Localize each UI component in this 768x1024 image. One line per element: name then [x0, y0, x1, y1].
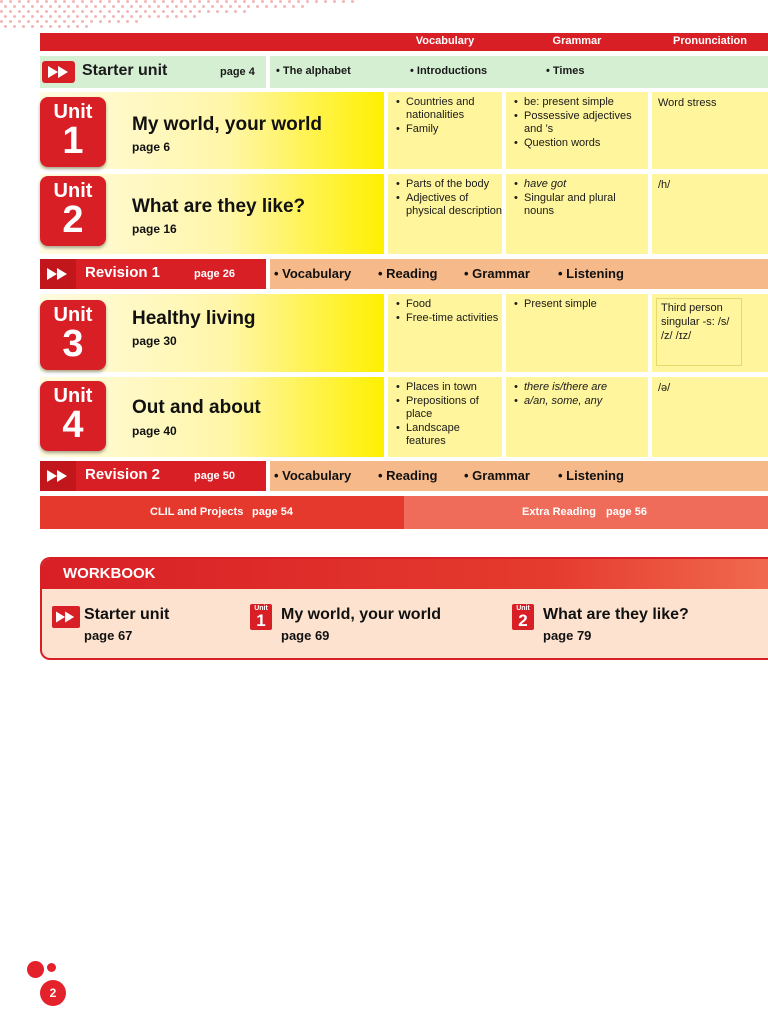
pattern-dot — [301, 5, 304, 8]
pattern-dot — [157, 15, 160, 18]
pattern-dot — [139, 5, 142, 8]
list-item: • Countries and nationalities — [396, 96, 502, 122]
unit-1-pronunciation — [652, 92, 768, 169]
pattern-dot — [153, 0, 156, 3]
pattern-dot — [9, 0, 12, 3]
pattern-dot — [58, 25, 61, 28]
pattern-dot — [4, 15, 7, 18]
unit-badge-number: 4 — [62, 404, 84, 446]
pattern-dot — [40, 25, 43, 28]
pattern-dot — [18, 0, 21, 3]
revision-1-title: Revision 1 — [85, 264, 161, 281]
pattern-dot — [135, 10, 138, 13]
pattern-dot — [45, 20, 48, 23]
pattern-dot — [121, 5, 124, 8]
revision-topic: • Grammar — [464, 266, 530, 281]
starter-topics — [270, 56, 768, 88]
starter-unit-page: page 4 — [220, 66, 255, 78]
pattern-dot — [279, 0, 282, 3]
starter-topic-alphabet: • The alphabet — [276, 65, 351, 77]
pattern-dot — [225, 0, 228, 3]
unit-4-badge — [40, 381, 106, 451]
list-item: • Family — [396, 123, 502, 136]
pattern-dot — [13, 5, 16, 8]
pattern-dot — [171, 10, 174, 13]
list-item: • Landscape features — [396, 422, 502, 448]
unit-badge-number: 3 — [62, 323, 84, 365]
pattern-dot — [207, 0, 210, 3]
pattern-dot — [256, 5, 259, 8]
unit-2-badge — [40, 176, 106, 246]
pattern-dot — [63, 10, 66, 13]
list-item: • Present simple — [514, 298, 597, 311]
pattern-dot — [153, 10, 156, 13]
list-item: • Possessive adjectives and ’s — [514, 110, 648, 136]
pattern-dot — [31, 5, 34, 8]
workbook-starter-page: page 67 — [84, 628, 133, 643]
revision-2-topics — [270, 461, 768, 491]
pattern-dot — [229, 5, 232, 8]
pattern-dot — [126, 0, 129, 3]
pattern-dot — [162, 0, 165, 3]
starter-topic-times: • Times — [546, 65, 585, 77]
unit-3-row[interactable] — [40, 294, 768, 372]
pattern-dot — [36, 0, 39, 3]
unit-badge-number: 1 — [256, 611, 266, 630]
pattern-dot — [45, 10, 48, 13]
pattern-dot — [148, 15, 151, 18]
pattern-dot — [121, 15, 124, 18]
unit-1-badge — [40, 97, 106, 167]
pattern-dot — [247, 5, 250, 8]
pattern-dot — [130, 5, 133, 8]
unit-badge-label: Unit — [53, 180, 93, 202]
unit-3-vocabulary — [388, 294, 502, 372]
unit-1-mini-badge — [250, 604, 272, 630]
pattern-dot — [36, 10, 39, 13]
list-item: • there is/there are — [514, 381, 607, 394]
workbook-unit-1-page: page 69 — [281, 628, 330, 643]
unit-badge-label: Unit — [254, 605, 268, 612]
unit-4-title-cell — [40, 377, 384, 457]
pattern-dot — [234, 0, 237, 3]
pattern-dot — [351, 0, 354, 3]
pattern-dot — [45, 0, 48, 3]
pattern-dot — [117, 20, 120, 23]
pattern-dot — [270, 0, 273, 3]
pattern-dot — [166, 5, 169, 8]
unit-2-pronunciation — [652, 174, 768, 254]
extra-reading-label: Extra Reading — [522, 506, 596, 518]
pattern-dot — [333, 0, 336, 3]
pattern-dot — [130, 15, 133, 18]
pattern-dot — [40, 5, 43, 8]
pattern-dot — [189, 0, 192, 3]
unit-4-grammar — [506, 377, 648, 457]
pattern-dot — [220, 5, 223, 8]
pattern-dot — [22, 5, 25, 8]
pattern-dot — [112, 5, 115, 8]
pattern-dot — [117, 10, 120, 13]
unit-badge-number: 1 — [62, 120, 84, 162]
starter-unit-title: Starter unit — [82, 62, 168, 79]
pattern-dot — [76, 5, 79, 8]
revision-2-cell — [40, 461, 266, 491]
unit-4-vocabulary — [388, 377, 502, 457]
unit-2-title: What are they like? — [132, 196, 306, 217]
revision-1-cell — [40, 259, 266, 289]
pattern-dot — [171, 0, 174, 3]
pattern-dot — [22, 25, 25, 28]
workbook-unit-1-title[interactable]: My world, your world — [281, 606, 442, 623]
pattern-dot — [234, 10, 237, 13]
pattern-dot — [85, 15, 88, 18]
list-item: • Free-time activities — [396, 312, 498, 325]
fast-forward-icon — [40, 461, 76, 491]
list-item: • Question words — [514, 137, 648, 150]
pattern-dot — [144, 10, 147, 13]
unit-1-row[interactable] — [40, 92, 768, 169]
pattern-dot — [189, 10, 192, 13]
pattern-dot — [139, 15, 142, 18]
fast-forward-icon — [52, 606, 80, 628]
unit-3-title-cell — [40, 294, 384, 372]
pattern-dot — [94, 5, 97, 8]
unit-2-mini-badge — [512, 604, 534, 630]
pattern-dot — [144, 0, 147, 3]
unit-4-pronunciation — [652, 377, 768, 457]
pattern-dot — [103, 5, 106, 8]
list-item: • have got — [514, 178, 648, 191]
pattern-dot — [108, 10, 111, 13]
extra-reading-bar[interactable] — [404, 496, 768, 529]
pattern-dot — [67, 25, 70, 28]
unit-2-grammar — [506, 174, 648, 254]
unit-2-title-cell — [40, 174, 384, 254]
list-item: • be: present simple — [514, 96, 648, 109]
unit-3-pronunciation — [652, 294, 768, 372]
unit-2-page: page 16 — [132, 222, 177, 236]
pattern-dot — [157, 5, 160, 8]
pattern-dot — [49, 15, 52, 18]
pronunciation-text: Third person singular -s: /s/ /z/ /ɪz/ — [656, 298, 742, 366]
pattern-dot — [63, 0, 66, 3]
pattern-dot — [76, 15, 79, 18]
pattern-dot — [108, 20, 111, 23]
pattern-dot — [40, 15, 43, 18]
pattern-dot — [261, 0, 264, 3]
clil-label: CLIL and Projects — [150, 506, 244, 518]
pattern-dot — [274, 5, 277, 8]
pattern-dot — [67, 5, 70, 8]
list-item: • a/an, some, any — [514, 395, 607, 408]
pattern-dot — [252, 0, 255, 3]
revision-topic: • Listening — [558, 468, 624, 483]
list-item: • Places in town — [396, 381, 502, 394]
pattern-dot — [202, 5, 205, 8]
pattern-dot — [54, 20, 57, 23]
pattern-dot — [238, 5, 241, 8]
pattern-dot — [49, 25, 52, 28]
pattern-dot — [315, 0, 318, 3]
pattern-dot — [0, 20, 3, 23]
workbook-unit-2-title[interactable]: What are they like? — [543, 606, 689, 623]
pattern-dot — [94, 15, 97, 18]
pronunciation-text: Word stress — [658, 97, 717, 109]
unit-4-title: Out and about — [132, 397, 261, 418]
pattern-dot — [162, 10, 165, 13]
starter-unit-cell — [40, 56, 266, 88]
unit-1-title-cell — [40, 92, 384, 169]
page-number: 2 — [49, 986, 57, 1000]
unit-badge-label: Unit — [53, 304, 93, 326]
revision-1-topics — [270, 259, 768, 289]
pattern-dot — [49, 5, 52, 8]
pattern-dot — [211, 5, 214, 8]
unit-badge-number: 2 — [62, 199, 84, 241]
workbook-panel — [40, 557, 768, 660]
pattern-dot — [81, 0, 84, 3]
pattern-dot — [0, 0, 3, 3]
unit-2-vocabulary — [388, 174, 502, 254]
pattern-dot — [198, 0, 201, 3]
pattern-dot — [283, 5, 286, 8]
pattern-dot — [99, 10, 102, 13]
pattern-dot — [297, 0, 300, 3]
fast-forward-icon — [42, 61, 75, 83]
pattern-dot — [13, 25, 16, 28]
pattern-dot — [184, 15, 187, 18]
page-number-badge — [40, 980, 66, 1006]
unit-badge-number: 2 — [518, 611, 528, 630]
pattern-dot — [324, 0, 327, 3]
pattern-dot — [126, 10, 129, 13]
decorative-dot — [27, 961, 44, 978]
pattern-dot — [216, 0, 219, 3]
revision-topic: • Vocabulary — [274, 266, 352, 281]
revision-topic: • Listening — [558, 266, 624, 281]
pattern-dot — [31, 15, 34, 18]
pattern-dot — [18, 10, 21, 13]
pattern-dot — [126, 20, 129, 23]
unit-badge-label: Unit — [516, 605, 530, 612]
pattern-dot — [180, 0, 183, 3]
column-header-bar — [40, 33, 768, 51]
workbook-title: WORKBOOK — [63, 565, 156, 582]
pattern-dot — [72, 20, 75, 23]
unit-1-page: page 6 — [132, 140, 171, 154]
pattern-dot — [31, 25, 34, 28]
pattern-dot — [193, 15, 196, 18]
revision-topic: • Reading — [378, 468, 438, 483]
pattern-dot — [36, 20, 39, 23]
pattern-dot — [108, 0, 111, 3]
unit-3-page: page 30 — [132, 334, 177, 348]
pattern-dot — [243, 0, 246, 3]
unit-4-page: page 40 — [132, 424, 177, 438]
clil-page: page 54 — [252, 506, 293, 518]
pattern-dot — [81, 10, 84, 13]
pattern-dot — [193, 5, 196, 8]
pattern-dot — [76, 25, 79, 28]
pattern-dot — [0, 10, 3, 13]
pattern-dot — [27, 20, 30, 23]
pattern-dot — [27, 10, 30, 13]
pattern-dot — [243, 10, 246, 13]
pattern-dot — [225, 10, 228, 13]
list-item: • Adjectives of physical description — [396, 192, 502, 218]
pattern-dot — [112, 15, 115, 18]
pattern-dot — [184, 5, 187, 8]
pattern-dot — [180, 10, 183, 13]
pattern-dot — [175, 5, 178, 8]
unit-4-row[interactable] — [40, 377, 768, 457]
pattern-dot — [135, 0, 138, 3]
pattern-dot — [342, 0, 345, 3]
pattern-dot — [99, 20, 102, 23]
pattern-dot — [175, 15, 178, 18]
pronunciation-text: /ə/ — [658, 382, 671, 394]
pattern-dot — [292, 5, 295, 8]
pattern-dot — [13, 15, 16, 18]
pattern-dot — [4, 5, 7, 8]
pattern-dot — [148, 5, 151, 8]
unit-badge-label: Unit — [53, 385, 93, 407]
pattern-dot — [117, 0, 120, 3]
unit-badge-label: Unit — [53, 101, 93, 123]
pattern-dot — [58, 15, 61, 18]
pattern-dot — [4, 25, 7, 28]
list-item: • Singular and plural nouns — [514, 192, 648, 218]
pattern-dot — [216, 10, 219, 13]
clil-projects-bar[interactable] — [40, 496, 404, 529]
workbook-header — [42, 559, 768, 589]
revision-1-page: page 26 — [194, 268, 235, 280]
pattern-dot — [265, 5, 268, 8]
pattern-dot — [99, 0, 102, 3]
pattern-dot — [54, 10, 57, 13]
workbook-starter-title[interactable]: Starter unit — [84, 606, 170, 623]
extra-reading-page: page 56 — [606, 506, 647, 518]
pattern-dot — [72, 0, 75, 3]
decorative-dot-pattern — [0, 0, 768, 60]
pattern-dot — [90, 10, 93, 13]
pattern-dot — [18, 20, 21, 23]
fast-forward-icon — [40, 259, 76, 289]
decorative-dot — [47, 963, 56, 972]
unit-3-grammar — [506, 294, 648, 372]
list-item: • Food — [396, 298, 498, 311]
pattern-dot — [54, 0, 57, 3]
revision-2-page: page 50 — [194, 470, 235, 482]
pronunciation-text: /h/ — [658, 179, 671, 191]
starter-unit-row[interactable] — [40, 56, 768, 88]
unit-3-title: Healthy living — [132, 308, 256, 329]
revision-2-title: Revision 2 — [85, 466, 161, 483]
pattern-dot — [288, 0, 291, 3]
pattern-dot — [27, 0, 30, 3]
pattern-dot — [67, 15, 70, 18]
starter-topic-introductions: • Introductions — [410, 65, 488, 77]
pattern-dot — [72, 10, 75, 13]
pattern-dot — [85, 5, 88, 8]
pattern-dot — [90, 20, 93, 23]
revision-2-row[interactable] — [40, 461, 768, 491]
vocabulary-column-header: Vocabulary — [415, 35, 475, 47]
revision-topic: • Grammar — [464, 468, 530, 483]
revision-topic: • Reading — [378, 266, 438, 281]
pattern-dot — [9, 20, 12, 23]
pattern-dot — [103, 15, 106, 18]
unit-1-grammar — [506, 92, 648, 169]
pattern-dot — [85, 25, 88, 28]
grammar-column-header: Grammar — [552, 35, 602, 47]
pronunciation-column-header: Pronunciation — [673, 35, 747, 47]
workbook-unit-2-page: page 79 — [543, 628, 592, 643]
pattern-dot — [90, 0, 93, 3]
pattern-dot — [22, 15, 25, 18]
unit-1-title: My world, your world — [132, 114, 323, 135]
pattern-dot — [81, 20, 84, 23]
pattern-dot — [207, 10, 210, 13]
unit-1-vocabulary — [388, 92, 502, 169]
pattern-dot — [306, 0, 309, 3]
list-item: • Parts of the body — [396, 178, 502, 191]
pattern-dot — [9, 10, 12, 13]
unit-3-badge — [40, 300, 106, 370]
revision-topic: • Vocabulary — [274, 468, 352, 483]
revision-1-row[interactable] — [40, 259, 768, 289]
pattern-dot — [58, 5, 61, 8]
pattern-dot — [135, 20, 138, 23]
list-item: • Prepositions of place — [396, 395, 502, 421]
unit-2-row[interactable] — [40, 174, 768, 254]
pattern-dot — [166, 15, 169, 18]
pattern-dot — [198, 10, 201, 13]
pattern-dot — [63, 20, 66, 23]
